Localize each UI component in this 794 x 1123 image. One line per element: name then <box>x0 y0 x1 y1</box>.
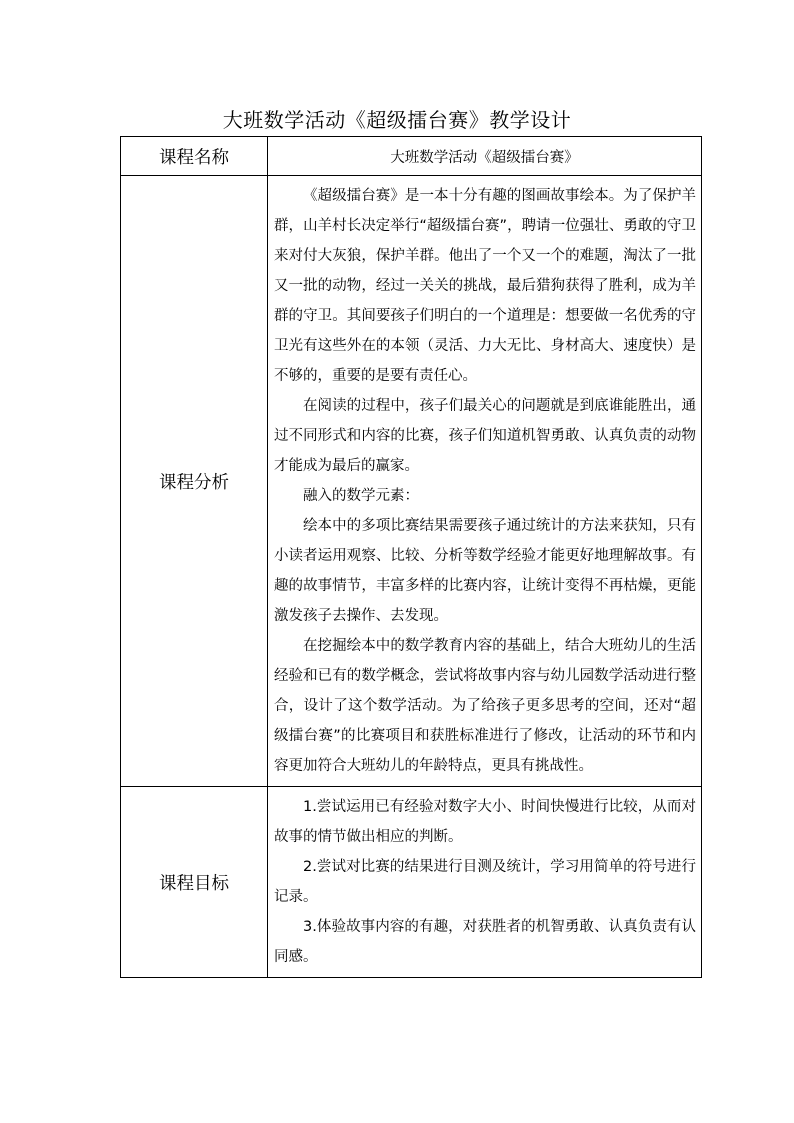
table-row-analysis <box>121 176 702 787</box>
goal-item-1: 1.尝试运用已有经验对数字大小、时间快慢进行比较，从而对故事的情节做出相应的判断。 <box>274 799 696 845</box>
goal-item-3: 3.体验故事内容的有趣，对获胜者的机智勇敢、认真负责有认同感。 <box>274 919 696 965</box>
analysis-paragraph-3: 融入的数学元素： <box>303 488 419 504</box>
course-name-value: 大班数学活动《超级擂台赛》 <box>268 137 702 176</box>
analysis-content <box>268 176 702 787</box>
course-name-label: 课程名称 <box>121 137 268 176</box>
document-title: 大班数学活动《超级擂台赛》教学设计 <box>222 108 572 132</box>
analysis-paragraph-4: 绘本中的多项比赛结果需要孩子通过统计的方法来获知，只有小读者运用观察、比较、分析等数学经验才能更好地理解故事。有趣的故事情节，丰富多样的比赛内容，让统计变得不再枯燥，更能激发孩子去操作、去发现。 <box>274 518 696 624</box>
table-row-course-name <box>121 137 702 176</box>
analysis-paragraph-5: 在挖掘绘本中的数学教育内容的基础上，结合大班幼儿的生活经验和已有的数学概念，尝试将故事内容与幼儿园数学活动进行整合，设计了这个数学活动。为了给孩子更多思考的空间，还对“超级擂台赛”的比赛项目和获胜标准进行了修改，让活动的环节和内容更加符合大班幼儿的年龄特点，更具有挑战性。 <box>274 638 696 774</box>
table-row-goals <box>121 787 702 978</box>
lesson-plan-table <box>120 136 702 978</box>
goals-content <box>268 787 702 978</box>
goal-item-2: 2.尝试对比赛的结果进行目测及统计，学习用简单的符号进行记录。 <box>274 859 696 905</box>
analysis-paragraph-1: 《超级擂台赛》是一本十分有趣的图画故事绘本。为了保护羊群，山羊村长决定举行“超级擂台赛”，聘请一位强壮、勇敢的守卫来对付大灰狼，保护羊群。他出了一个又一个的难题，淘汰了一批又一批的动物，经过一关关的挑战，最后猎狗获得了胜利，成为羊群的守卫。其间要孩子们明白的一个道理是：想要做一名优秀的守卫光有这些外在的本领（灵活、力大无比、身材高大、速度快）是不够的，重要的是要有责任心。 <box>274 188 696 384</box>
analysis-label: 课程分析 <box>121 176 268 787</box>
analysis-paragraph-2: 在阅读的过程中，孩子们最关心的问题就是到底谁能胜出，通过不同形式和内容的比赛，孩子们知道机智勇敢、认真负责的动物才能成为最后的赢家。 <box>274 398 696 474</box>
goals-label: 课程目标 <box>121 787 268 978</box>
